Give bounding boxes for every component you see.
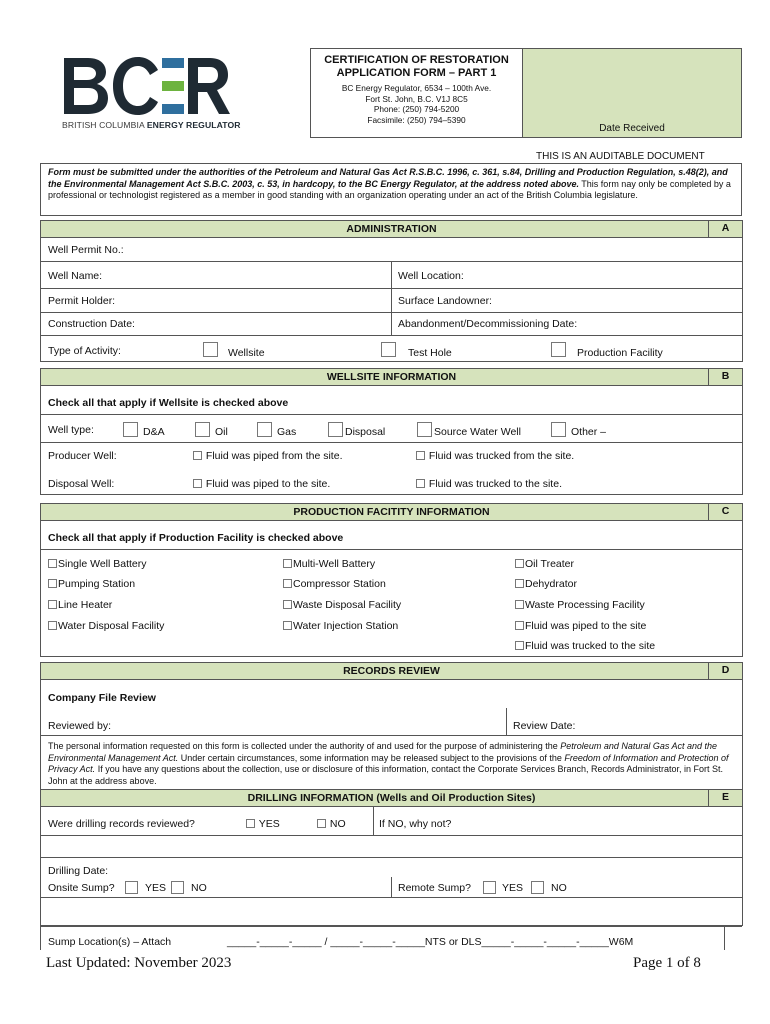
wellsite-checkbox[interactable] (203, 342, 218, 357)
oil-checkbox[interactable] (195, 422, 210, 437)
checkbox-icon (317, 819, 326, 828)
date-received-label: Date Received (599, 123, 665, 134)
fluid-trucked-to-option[interactable]: Fluid was trucked to the site. (416, 478, 562, 490)
section-drilling (40, 807, 743, 926)
bcer-logo (62, 52, 241, 132)
dna-label: D&A (143, 426, 165, 438)
well-permit-label[interactable]: Well Permit No.: (48, 244, 124, 256)
checkbox-icon (48, 600, 57, 609)
checkbox-icon (515, 579, 524, 588)
onsite-yes-label: YES (145, 882, 167, 894)
form-title-line2: APPLICATION FORM – PART 1 (336, 67, 497, 79)
disposal-label: Disposal (345, 426, 386, 438)
wellsite-check-all: Check all that apply if Wellsite is checked above (48, 397, 289, 409)
form-title-box (310, 48, 523, 138)
bcer-logo-mark (62, 52, 232, 118)
facility-option[interactable]: Water Disposal Facility (48, 620, 164, 632)
onsite-sump-yes-checkbox[interactable] (125, 881, 138, 894)
oil-label: Oil (215, 426, 228, 438)
checkbox-icon (416, 479, 425, 488)
section-records-header: RECORDS REVIEW D (40, 662, 743, 680)
page-number: Page 1 of 8 (633, 955, 701, 971)
facility-option[interactable]: Fluid was piped to the site (515, 620, 646, 632)
facility-option[interactable]: Oil Treater (515, 558, 574, 570)
facility-option[interactable]: Single Well Battery (48, 558, 147, 570)
date-received-box[interactable] (523, 48, 742, 138)
facility-option[interactable]: Dehydrator (515, 578, 577, 590)
facility-option[interactable]: Multi-Well Battery (283, 558, 375, 570)
source-water-label: Source Water Well (434, 426, 521, 438)
facility-option[interactable]: Waste Disposal Facility (283, 599, 401, 611)
facility-option[interactable]: Waste Processing Facility (515, 599, 645, 611)
remote-no-label: NO (551, 882, 567, 894)
type-of-activity-label: Type of Activity: (48, 345, 121, 357)
fluid-piped-from-option[interactable]: Fluid was piped from the site. (193, 450, 342, 462)
remote-sump-no-checkbox[interactable] (531, 881, 544, 894)
production-facility-label: Production Facility (577, 347, 663, 359)
fluid-trucked-from-option[interactable]: Fluid was trucked from the site. (416, 450, 574, 462)
fluid-piped-to-option[interactable]: Fluid was piped to the site. (193, 478, 330, 490)
permit-holder-label[interactable]: Permit Holder: (48, 295, 116, 307)
sump-location-label: Sump Location(s) – Attach (48, 936, 172, 948)
checkbox-icon (515, 600, 524, 609)
privacy-notice: The personal information requested on this form is collected under the authority of and used for the purpose of administering the Petroleum and Natural Gas Act and the Environmental Management Act. Under certain circumstances, some information may be released subject to the provisions of the Freedom of Information and Protection of Privacy Act. If you have any questions about the collection, use or disclosure of this information, contact the Corporate Services Branch, Records Administrator, in Fort St. John at the address above. (48, 741, 729, 786)
wellsite-label: Wellsite (228, 347, 265, 359)
auditable-notice: THIS IS AN AUDITABLE DOCUMENT (536, 151, 705, 162)
disposal-checkbox[interactable] (328, 422, 343, 437)
remote-yes-label: YES (502, 882, 524, 894)
fax: Facsimile: (250) 794–5390 (367, 114, 466, 125)
sump-location-field[interactable]: _____-_____-_____ / _____-_____-_____NTS or DLS_____-_____-_____-_____W6M (227, 936, 634, 948)
review-date-label[interactable]: Review Date: (513, 720, 576, 732)
other-label: Other – (571, 426, 607, 438)
remote-sump-yes-checkbox[interactable] (483, 881, 496, 894)
intro-notice (40, 163, 742, 216)
surface-landowner-label[interactable]: Surface Landowner: (398, 295, 492, 307)
checkbox-icon (515, 559, 524, 568)
production-facility-checkbox[interactable] (551, 342, 566, 357)
section-production-header: PRODUCTION FACITITY INFORMATION C (40, 503, 743, 521)
company-file-review: Company File Review (48, 692, 156, 704)
onsite-sump-label: Onsite Sump? (48, 882, 115, 894)
well-name-label[interactable]: Well Name: (48, 270, 103, 282)
disposal-well-label: Disposal Well: (48, 478, 115, 490)
reviewed-by-label[interactable]: Reviewed by: (48, 720, 112, 732)
section-wellsite (40, 386, 743, 495)
facility-option[interactable]: Pumping Station (48, 578, 135, 590)
drilling-date-label[interactable]: Drilling Date: (48, 865, 109, 877)
section-administration-header: ADMINISTRATION A (40, 220, 743, 238)
dna-checkbox[interactable] (123, 422, 138, 437)
facility-option[interactable]: Compressor Station (283, 578, 386, 590)
checkbox-icon (48, 621, 57, 630)
if-no-why-label[interactable]: If NO, why not? (379, 818, 452, 830)
section-letter-b: B (708, 368, 742, 386)
section-letter-e: E (708, 789, 742, 807)
checkbox-icon (515, 641, 524, 650)
checkbox-icon (283, 621, 292, 630)
section-letter-c: C (708, 503, 742, 521)
checkbox-icon (48, 579, 57, 588)
drilling-records-question: Were drilling records reviewed? (48, 818, 195, 830)
logo-subtitle: BRITISH COLUMBIA ENERGY REGULATOR (62, 120, 241, 130)
checkbox-icon (416, 451, 425, 460)
facility-option[interactable]: Water Injection Station (283, 620, 398, 632)
well-type-label: Well type: (48, 424, 94, 436)
section-records (40, 680, 743, 790)
construction-date-label[interactable]: Construction Date: (48, 318, 135, 330)
intro-bold: Form must be submitted under the authorities of the Petroleum and Natural Gas Act R.S.B.C. 1996, c. 361, s.84, Drilling and Production Regulation, s.48(2), and the Environmental Management Act S.B.C. 2003, c. 53, in hardcopy, to the BC Energy Regulator, at the address noted above. (48, 167, 728, 189)
drilling-yes-option[interactable]: YES (246, 818, 280, 830)
address-line2: Fort St. John, B.C. V1J 8C5 (365, 93, 468, 104)
facility-option[interactable]: Line Heater (48, 599, 112, 611)
producer-well-label: Producer Well: (48, 450, 117, 462)
checkbox-icon (283, 579, 292, 588)
section-letter-a: A (708, 220, 742, 238)
checkbox-icon (515, 621, 524, 630)
source-water-checkbox[interactable] (417, 422, 432, 437)
test-hole-checkbox[interactable] (381, 342, 396, 357)
onsite-sump-no-checkbox[interactable] (171, 881, 184, 894)
production-check-all: Check all that apply if Production Facility is checked above (48, 532, 344, 544)
facility-option[interactable]: Fluid was trucked to the site (515, 640, 655, 652)
drilling-no-option[interactable]: NO (317, 818, 346, 830)
section-letter-d: D (708, 662, 742, 680)
intro-plain: This form nay only be completed by a professional or technologist registered as a member in good standing with an organization operating under an act of the British Columbia legislature. (48, 178, 731, 200)
gas-label: Gas (277, 426, 297, 438)
checkbox-icon (246, 819, 255, 828)
checkbox-icon (283, 600, 292, 609)
well-location-label[interactable]: Well Location: (398, 270, 464, 282)
remote-sump-label: Remote Sump? (398, 882, 471, 894)
sump-row-right-border (724, 926, 725, 950)
phone: Phone: (250) 794-5200 (373, 104, 460, 114)
last-updated: Last Updated: November 2023 (46, 955, 232, 971)
section-production (40, 521, 743, 657)
checkbox-icon (193, 479, 202, 488)
form-title-line1: CERTIFICATION OF RESTORATION (324, 54, 509, 66)
abandonment-date-label[interactable]: Abandonment/Decommissioning Date: (398, 318, 578, 330)
address-line1: BC Energy Regulator, 6534 – 100th Ave. (341, 83, 492, 93)
other-checkbox[interactable] (551, 422, 566, 437)
section-drilling-header: DRILLING INFORMATION (Wells and Oil Production Sites) E (40, 789, 743, 807)
sump-row-left-border (40, 926, 41, 950)
section-administration (40, 238, 743, 362)
checkbox-icon (193, 451, 202, 460)
checkbox-icon (283, 559, 292, 568)
section-wellsite-header: WELLSITE INFORMATION B (40, 368, 743, 386)
checkbox-icon (48, 559, 57, 568)
test-hole-label: Test Hole (408, 347, 452, 359)
gas-checkbox[interactable] (257, 422, 272, 437)
onsite-no-label: NO (191, 882, 207, 894)
